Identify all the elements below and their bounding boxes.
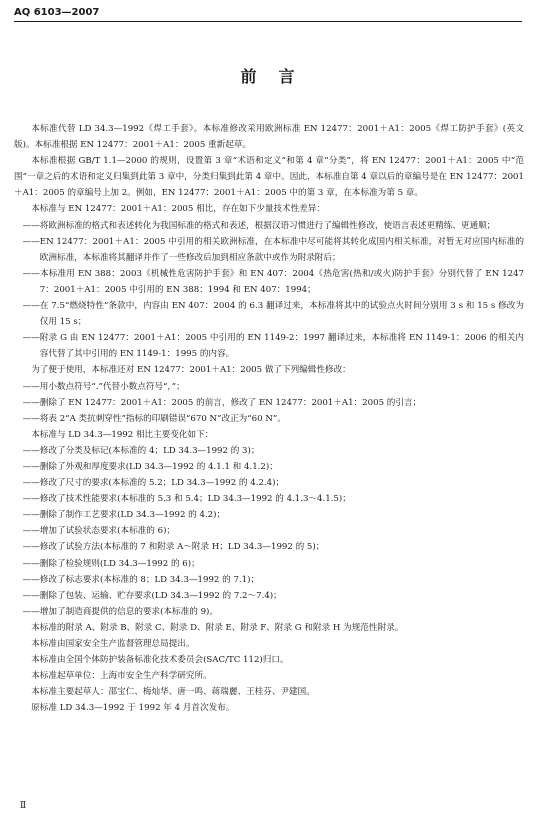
list-item: ——删除了检验规则(LD 34.3—1992 的 6)； <box>22 558 200 569</box>
page-number: Ⅱ <box>20 801 27 811</box>
paragraph: 本标准起草单位：上海市安全生产科学研究所。 <box>31 671 212 682</box>
foreword-body <box>14 121 524 716</box>
paragraph: 原标准 LD 34.3—1992 于 1992 年 4 月首次发布。 <box>31 703 235 714</box>
list-item: ——附录 G 由 EN 12477：2001＋A1：2005 中引用的 EN 1149-2：1997 翻译过来，本标准将 EN 1149-1：2006 的相关内容代替了其中引用的 EN 1149-1：1995 的内容。 <box>22 333 524 360</box>
list-item: ——修改了技术性能要求(本标准的 5.3 和 5.4；LD 34.3—1992 的 4.1.3～4.1.5)； <box>22 494 351 505</box>
list-item: ——删除了 EN 12477：2001＋A1：2005 的前言，修改了 EN 12477：2001＋A1：2005 的引言； <box>22 397 422 408</box>
paragraph: 本标准主要起草人：邵宝仁、梅灿华、唐一鸣、蒋瑞麗、王桂芬、尹建国。 <box>31 687 315 698</box>
list-item: ——删除了制作工艺要求(LD 34.3—1992 的 4.2)； <box>22 510 226 521</box>
list-item: ——删除了包装、运输、贮存要求(LD 34.3—1992 的 7.2～7.4)； <box>22 590 282 601</box>
list-item: ——修改了分类及标记(本标准的 4；LD 34.3—1992 的 3)； <box>22 445 260 456</box>
list-item: ——将欧洲标准的格式和表述转化为我国标准的格式和表述，根据汉语习惯进行了编辑性修改，使语言表述更精练、更通顺； <box>22 220 496 231</box>
paragraph: 本标准与 LD 34.3—1992 相比主要变化如下： <box>31 429 214 440</box>
list-item: ——用小数点符号“.”代替小数点符号“，”； <box>22 381 185 392</box>
paragraph: 本标准与 EN 12477：2001＋A1：2005 相比，存在如下少量技术性差异： <box>31 204 325 215</box>
paragraph: 本标准代替 LD 34.3—1992《焊工手套》。本标准修改采用欧洲标准 EN 12477：2001＋A1：2005《焊工防护手套》(英文版)。本标准根据 EN 12477：2001＋A1：2005 重新起草。 <box>14 124 524 151</box>
document-code: AQ 6103—2007 <box>14 7 100 18</box>
paragraph: 本标准根据 GB/T 1.1—2000 的规则，设置第 3 章“术语和定义”和第 4 章“分类”，将 EN 12477：2001＋A1：2005 中“范围”一章之后的术语和定义归集到此第 3 章中，分类归集到此第 4 章中。因此，本标准自第 4 章以后的章编号是在 EN 12477：2001＋A1：2005 的章编号上加 2。例如，EN 12477：2001＋A1：2005 中的第 3 章，在本标准为第 5 章。 <box>14 156 524 199</box>
paragraph: 本标准由全国个体防护装备标准化技术委员会(SAC/TC 112)归口。 <box>31 655 289 666</box>
list-item: ——EN 12477：2001＋A1：2005 中引用的相关欧洲标准，在本标准中尽可能将其转化成国内相关标准，对暂无对应国内标准的欧洲标准，本标准将其翻译并作了一些修改后加到相应条款中或作为附录附后； <box>22 236 524 263</box>
list-item: ——修改了尺寸的要求(本标准的 5.2；LD 34.3—1992 的 4.2.4)； <box>22 478 285 489</box>
paragraph: 本标准的附录 A、附录 B、附录 C、附录 D、附录 E、附录 F、附录 G 和附录 H 为规范性附录。 <box>31 622 404 633</box>
list-item: ——增加了试验状态要求(本标准的 6)； <box>22 526 176 537</box>
paragraph: 为了便于使用，本标准还对 EN 12477：2001＋A1：2005 做了下列编辑性修改： <box>31 365 351 376</box>
list-item: ——本标准用 EN 388：2003《机械性危害防护手套》和 EN 407：2004《热危害(热和/或火)防护手套》分别代替了 EN 12477：2001＋A1：2005 中引用的 EN 388：1994 和 EN 407：1994； <box>22 268 524 295</box>
list-item: ——增加了制造商提供的信息的要求(本标准的 9)。 <box>22 606 218 617</box>
header-rule <box>14 21 522 22</box>
list-item: ——将表 2“A 类抗刺穿性”指标的印刷错误“670 N”改正为“60 N”。 <box>22 413 286 424</box>
page-title: 前言 <box>240 67 317 86</box>
list-item: ——修改了标志要求(本标准的 8；LD 34.3—1992 的 7.1)； <box>22 574 260 585</box>
list-item: ——修改了试验方法(本标准的 7 和附录 A～附录 H；LD 34.3—1992 的 5)； <box>22 542 325 553</box>
list-item: ——删除了外观和厚度要求(LD 34.3—1992 的 4.1.1 和 4.1.2)； <box>22 461 278 472</box>
list-item: ——在 7.5“燃烧特性”条款中，内容由 EN 407：2004 的 6.3 翻译过来，本标准将其中的试验点火时间分别用 3 s 和 15 s 修改为仅用 15 s； <box>22 301 524 328</box>
paragraph: 本标准由国家安全生产监督管理总局提出。 <box>31 639 195 649</box>
